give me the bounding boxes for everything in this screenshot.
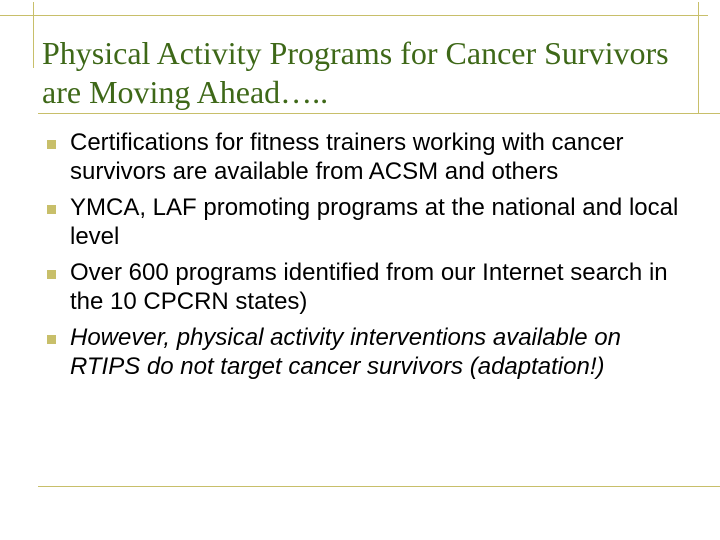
bullet-text: YMCA, LAF promoting programs at the national and local level xyxy=(70,194,679,250)
bullet-text: Over 600 programs identified from our Internet search in the 10 CPCRN states) xyxy=(70,259,668,315)
bullet-text: However, physical activity interventions available on RTIPS do not target cancer survivors (adaptation!) xyxy=(70,324,621,380)
bullet-item xyxy=(44,258,694,316)
title-divider xyxy=(38,113,720,114)
bullet-list xyxy=(44,128,694,388)
square-bullet-icon xyxy=(47,335,56,344)
square-bullet-icon xyxy=(47,270,56,279)
bullet-item xyxy=(44,193,694,251)
bullet-item xyxy=(44,128,694,186)
square-bullet-icon xyxy=(47,205,56,214)
frame-line-left xyxy=(33,2,34,68)
slide-title: Physical Activity Programs for Cancer Survivors are Moving Ahead….. xyxy=(42,35,669,110)
bullet-item xyxy=(44,323,694,381)
bullet-text: Certifications for fitness trainers working with cancer survivors are available from ACSM and others xyxy=(70,129,624,185)
square-bullet-icon xyxy=(47,140,56,149)
footer-divider xyxy=(38,486,720,487)
frame-line-top xyxy=(0,15,708,16)
frame-line-right xyxy=(698,2,699,114)
